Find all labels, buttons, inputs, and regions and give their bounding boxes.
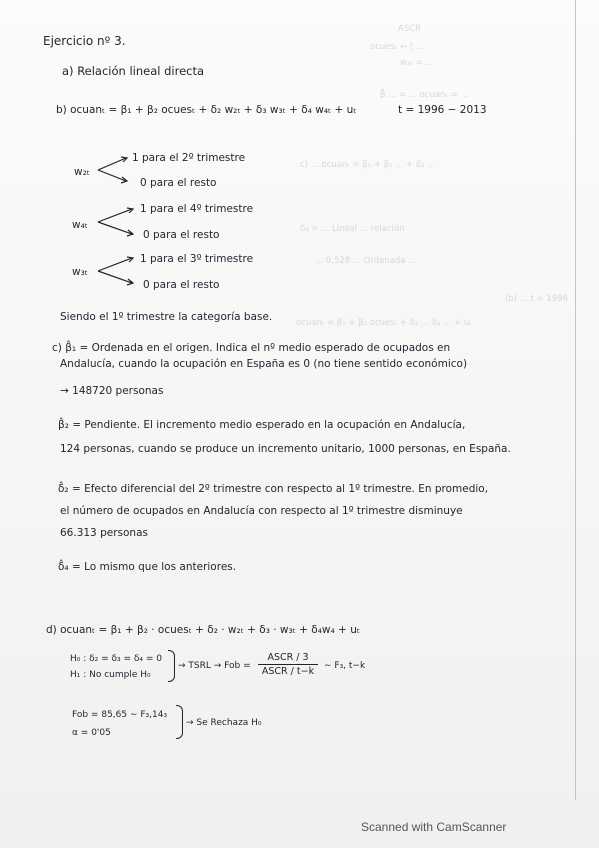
- delta2-line-1: δ̂₂ = Efecto diferencial del 2º trimestre con respecto al 1º trimestre. En promedio,: [58, 483, 489, 495]
- branch-arrows-icon: [96, 154, 130, 186]
- base-category-note: Siendo el 1º trimestre la categoría base.: [60, 311, 273, 323]
- bleed-text: ... 0,528 ... Ordenada ...: [315, 256, 417, 266]
- delta4-line: δ̂₄ = Lo mismo que los anteriores.: [58, 561, 237, 573]
- part-b-range: t = 1996 − 2013: [398, 104, 487, 116]
- test-decision: → Se Rechaza H₀: [186, 718, 262, 728]
- branch-arrows-icon: [96, 254, 136, 288]
- dummy-w3-label: w₃ₜ: [72, 266, 88, 278]
- f-observed: Fob = 85,65 ∼ F₃,14₃: [72, 710, 168, 720]
- scanner-watermark: Scanned with CamScanner: [361, 820, 507, 834]
- branch-arrows-icon: [96, 205, 136, 239]
- exercise-title: Ejercicio nº 3.: [43, 34, 126, 48]
- alt-hypothesis: H₁ : No cumple H₀: [70, 670, 151, 680]
- dummy-w4-one: 1 para el 4º trimestre: [140, 203, 254, 215]
- dummy-w4-zero: 0 para el resto: [143, 229, 220, 241]
- fraction-denominator: ASCR / t−k: [261, 666, 315, 677]
- dummy-w2-label: w₂ₜ: [74, 166, 90, 178]
- dummy-w3-zero: 0 para el resto: [143, 279, 220, 291]
- page-edge: [575, 0, 576, 800]
- bleed-text: (b) ... t = 1996: [505, 294, 569, 304]
- bleed-text: ASCR: [398, 24, 422, 34]
- f-statistic-fraction: [258, 652, 318, 677]
- part-b-equation: b) ocuanₜ = β₁ + β₂ ocuesₜ + δ₂ w₂ₜ + δ₃ w₃ₜ + δ₄ w₄ₜ + uₜ: [56, 104, 357, 116]
- part-a-answer: a) Relación lineal directa: [62, 64, 205, 78]
- beta1-line-3: → 148720 personas: [60, 385, 164, 397]
- test-statistic-label: → TSRL → Fob =: [178, 661, 251, 671]
- null-hypothesis: H₀ : δ₂ = δ₃ = δ₄ = 0: [70, 654, 162, 664]
- decision-brace: [176, 705, 183, 739]
- beta1-line-2: Andalucía, cuando la ocupación en España es 0 (no tiene sentido económico): [60, 358, 468, 370]
- beta2-line-2: 124 personas, cuando se produce un incremento unitario, 1000 personas, en España.: [60, 443, 511, 455]
- delta2-line-3: 66.313 personas: [60, 527, 148, 539]
- f-distribution: ∼ F₃, t−k: [324, 661, 366, 671]
- bleed-text: c) ... ocuanₜ = β₁ + β₂ ... + δ₃ ...: [300, 160, 436, 170]
- fraction-numerator: ASCR / 3: [267, 652, 309, 663]
- part-d-equation: d) ocuanₜ = β₁ + β₂ · ocuesₜ + δ₂ · w₂ₜ + δ₃ · w₃ₜ + δ₄w₄ + uₜ: [46, 624, 360, 636]
- fraction-bar: [258, 664, 318, 665]
- delta2-line-2: el número de ocupados en Andalucía con respecto al 1º trimestre disminuye: [60, 505, 463, 517]
- significance-level: α = 0'05: [72, 728, 111, 738]
- bleed-text: β̂ ... = ... ocuanₜ = ...: [380, 90, 469, 100]
- dummy-w2-zero: 0 para el resto: [140, 177, 217, 189]
- bleed-text: ocuanₜ = β₁ + β₂ ocuesₜ + δ₂ ... δ₃ ... + uₜ: [296, 318, 472, 328]
- dummy-w2-one: 1 para el 2º trimestre: [132, 152, 246, 164]
- beta2-line-1: β̂₂ = Pendiente. El incremento medio esperado en la ocupación en Andalucía,: [58, 419, 466, 431]
- bleed-text: w₃ₜ = ...: [400, 58, 434, 68]
- beta1-line-1: c) β̂₁ = Ordenada en el origen. Indica el nº medio esperado de ocupados en: [52, 342, 451, 354]
- hypothesis-brace: [168, 650, 175, 682]
- bleed-text: δ₄ = ... Lineal ... relación: [300, 224, 405, 234]
- dummy-w3-one: 1 para el 3º trimestre: [140, 253, 254, 265]
- dummy-w4-label: w₄ₜ: [72, 219, 88, 231]
- bleed-text: ocuesₜ ← [ ...: [370, 42, 425, 52]
